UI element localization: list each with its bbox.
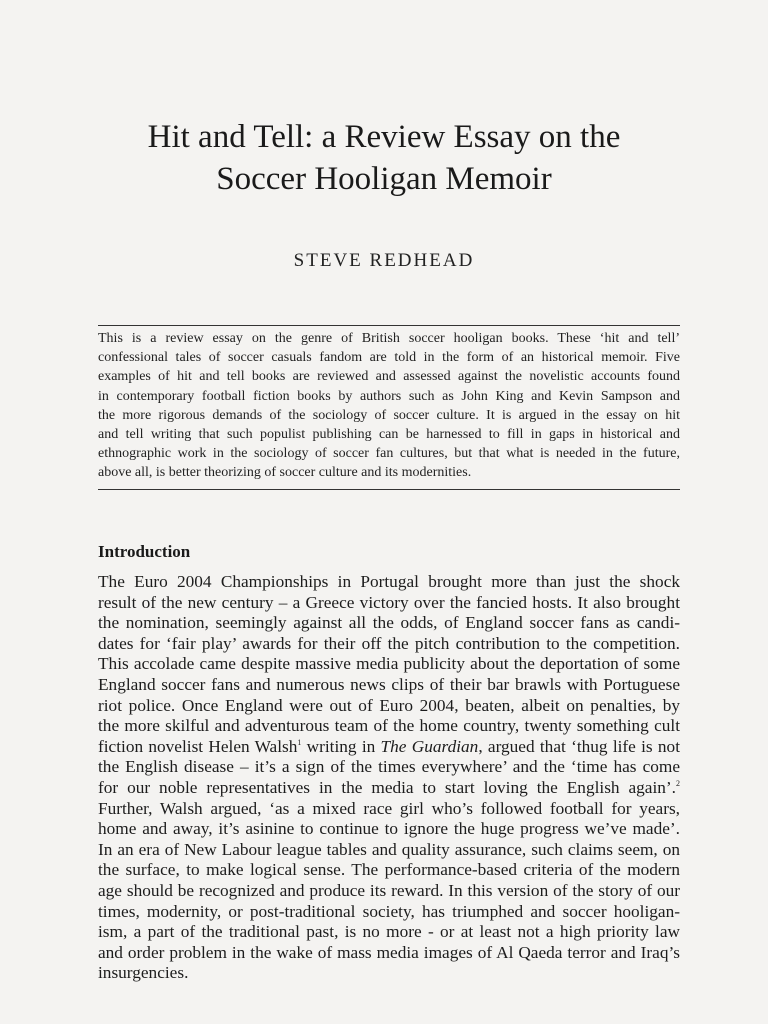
body-text-run: for our noble representatives in the media to start loving the English again’.	[98, 777, 676, 797]
footnote-marker[interactable]: 1	[297, 737, 302, 747]
body-line: dates for ‘fair play’ awards for their off the pitch contribution to the competition.	[98, 633, 680, 653]
body-text-run: writing in	[301, 736, 381, 756]
title-line: Hit and Tell: a Review Essay on the	[147, 119, 621, 155]
abstract-line: and tell writing that such populist publishing can be harnessed to fill in gaps in historical and	[98, 426, 680, 442]
article-title	[60, 116, 708, 200]
body-text	[98, 572, 680, 984]
abstract	[98, 325, 680, 490]
body-line	[98, 778, 680, 799]
footnote-marker[interactable]: 2	[676, 779, 680, 789]
body-line: In an era of New Labour league tables and quality assurance, such claims seem, on	[98, 839, 680, 859]
body-line: This accolade came despite massive media publicity about the deportation of some	[98, 654, 680, 674]
body-line: times, modernity, or post-traditional society, has triumphed and soccer hooligan-	[98, 901, 680, 921]
body-line: riot police. Once England were out of Euro 2004, beaten, albeit on penalties, by	[98, 695, 680, 715]
abstract-line: above all, is better theorizing of soccer culture and its modernities.	[98, 465, 472, 481]
body-line: The Euro 2004 Championships in Portugal brought more than just the shock	[98, 572, 680, 591]
body-line: home and away, it’s asinine to continue to ignore the huge progress we’ve made’.	[98, 819, 680, 839]
body-line	[98, 737, 680, 758]
publication-title: The Guardian	[380, 736, 479, 756]
body-line: ism, a part of the traditional past, is no more - or at least not a high priority law	[98, 922, 680, 942]
abstract-line: examples of hit and tell books are reviewed and assessed against the novelistic accounts found	[98, 369, 680, 385]
body-line: the English disease – it’s a sign of the times everywhere’ and the ‘time has come	[98, 757, 680, 777]
body-line: the nomination, seemingly against all the odds, of England soccer fans as candi-	[98, 613, 680, 633]
body-line: and order problem in the wake of mass media images of Al Qaeda terror and Iraq’s	[98, 942, 680, 962]
body-line: England soccer fans and numerous news clips of their bar brawls with Portuguese	[98, 674, 680, 694]
body-line: the surface, to make logical sense. The performance-based criteria of the modern	[98, 860, 680, 880]
abstract-line: confessional tales of soccer casuals fandom are told in the form of an historical memoir. Five	[98, 350, 680, 366]
author-name: STEVE REDHEAD	[293, 250, 475, 271]
body-line: the more skilful and adventurous team of the home country, twenty something cult	[98, 716, 680, 736]
title-line: Soccer Hooligan Memoir	[216, 161, 552, 197]
body-line: result of the new century – a Greece victory over the fancied hosts. It also brought	[98, 592, 680, 612]
body-text-run: fiction novelist Helen Walsh	[98, 736, 298, 756]
abstract-line: ethnographic work in the sociology of soccer fan cultures, but that what is needed in the future,	[98, 446, 680, 462]
body-line: age should be recognized and produce its reward. In this version of the story of our	[98, 880, 680, 900]
abstract-line: This is a review essay on the genre of British soccer hooligan books. These ‘hit and tell’	[98, 331, 680, 346]
abstract-line: in contemporary football fiction books by authors such as John King and Kevin Sampson and	[98, 388, 680, 404]
body-text-run: , argued that ‘thug life is not	[478, 736, 680, 756]
body-line: insurgencies.	[98, 963, 189, 983]
abstract-line: the more rigorous demands of the sociology of soccer culture. It is argued in the essay on hit	[98, 407, 680, 423]
section-heading: Introduction	[98, 542, 191, 561]
body-line: Further, Walsh argued, ‘as a mixed race girl who’s followed football for years,	[98, 798, 680, 818]
